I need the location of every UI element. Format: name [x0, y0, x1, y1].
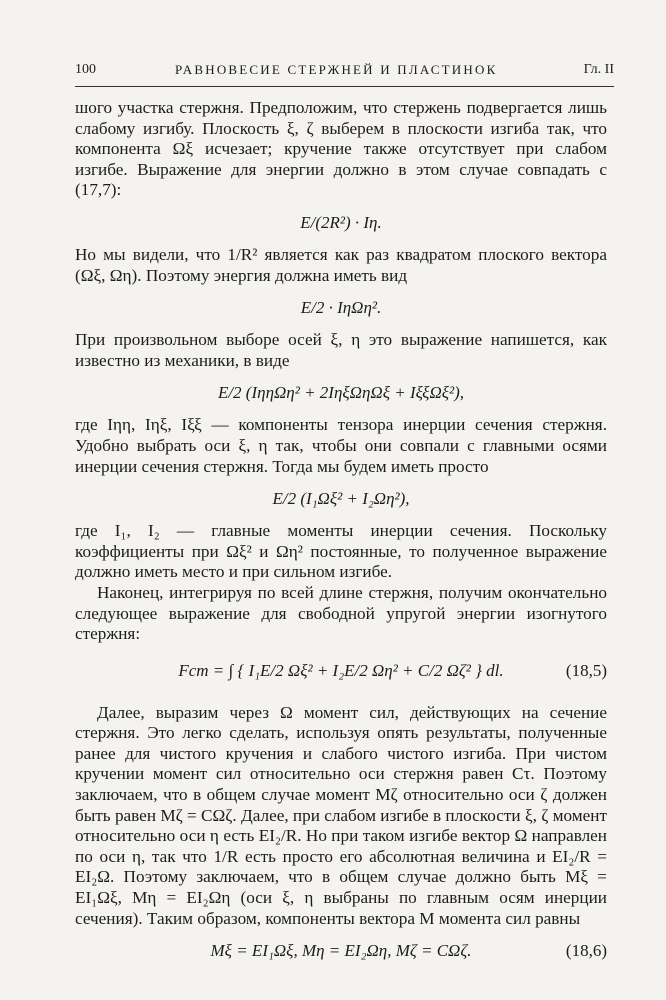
header-rule — [75, 86, 614, 87]
formula-18-6 — [75, 929, 607, 973]
formula-18-6-body: Mξ = EI₁Ωξ, Mη = EI₂Ωη, Mζ = CΩζ. — [210, 941, 472, 961]
formula-18-5-body: Fст = ∫ { I₁E/2 Ωξ² + I₂E/2 Ωη² + C/2 Ωζ² } dl. — [178, 660, 504, 680]
running-header — [75, 62, 614, 84]
paragraph: При произвольном выборе осей ξ, η это выражение напишется, как известно из механики, в виде — [75, 330, 607, 370]
paragraph: где Iηη, Iηξ, Iξξ — компоненты тензора инерции сечения стержня. Удобно выбрать оси ξ, η так, чтобы они совпали с главными осями инерции сечения стержня. Тогда мы будем иметь просто — [75, 415, 607, 476]
chapter-label: Гл. II — [583, 62, 614, 77]
formula-2: E/2 · IηΩη². — [300, 298, 382, 318]
paragraph: Далее, выразим через Ω момент сил, действующих на сечение стержня. Это легко сделать, используя опять результаты, полученные ранее для чистого кручения и слабого чистого изгиба. При чистом кручении момент сил относительно оси стержня равен Cτ. Поэтому заключаем, что в общем случае момент Mζ относительно оси ζ должен быть равен Mζ = CΩζ. Далее, при слабом изгибе в плоскости ξ, ζ момент относительно оси η есть EI₂/R. Но при таком изгибе вектор Ω направлен по оси η, так что 1/R есть просто его абсолютная величина и EI₂/R = EI₂Ω. Поэтому заключаем, что в общем случае должно быть Mξ = EI₁Ωξ, Mη = EI₂Ωη (оси ξ, η выбраны по главным осям инерции сечения). Таким образом, компоненты вектора M момента сил равны — [75, 702, 607, 928]
paragraph: Но мы видели, что 1/R² является как раз квадратом плоского вектора (Ωξ, Ωη). Поэтому энергия должна иметь вид — [75, 244, 607, 285]
paragraph: Наконец, интегрируя по всей длине стержня, получим окончательно следующее выражение для свободной упругой энергии изогнутого стержня: — [75, 582, 607, 644]
paragraph: шого участка стержня. Предположим, что стержень подвергается лишь слабому изгибу. Плоскость ξ, ζ выберем в плоскости изгиба так, что компонента Ωξ исчезает; кручение также отсутствует при слабом изгибе. Выражение для энергии должно в этом случае совпадать с (17,7): — [75, 98, 607, 200]
equation-number: (18,6) — [565, 941, 607, 961]
running-title: РАВНОВЕСИЕ СТЕРЖНЕЙ И ПЛАСТИНОК — [175, 62, 498, 77]
formula-3: E/2 (IηηΩη² + 2IηξΩηΩξ + IξξΩξ²), — [217, 383, 465, 403]
equation-number: (18,5) — [565, 660, 607, 680]
formula-1: E/(2R²) · Iη. — [300, 212, 382, 232]
formula-4: E/2 (I₁Ωξ² + I₂Ωη²), — [272, 489, 410, 509]
page-number: 100 — [75, 62, 96, 77]
paragraph: где I₁, I₂ — главные моменты инерции сечения. Поскольку коэффициенты при Ωξ² и Ωη² постоянные, то полученное выражение должно иметь место и при сильном изгибе. — [75, 521, 607, 582]
formula-18-5 — [75, 645, 607, 697]
page-body — [75, 98, 607, 973]
